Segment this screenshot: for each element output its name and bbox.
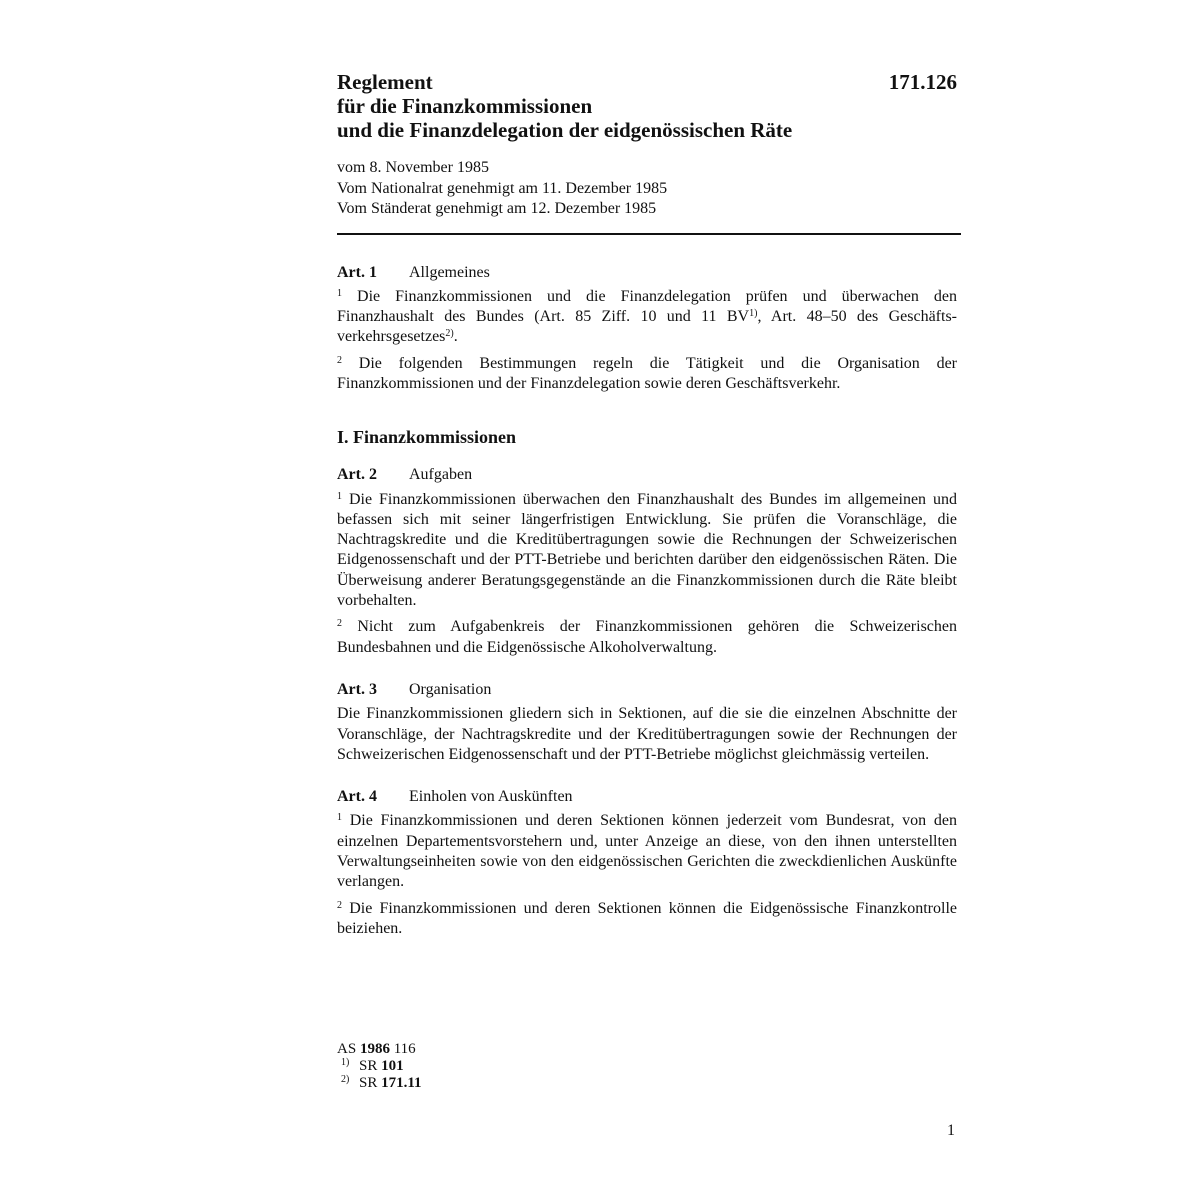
paragraph-1 xyxy=(337,704,957,765)
document-header xyxy=(337,70,961,142)
footnotes xyxy=(337,1041,422,1092)
article-number: Art. 4 xyxy=(337,788,377,806)
paragraph-2 xyxy=(337,354,957,395)
paragraph-mark: 1 xyxy=(337,287,342,299)
enactment-dates xyxy=(337,158,961,220)
paragraph-text: Die Finanzkommissionen und deren Sektionen können jederzeit vom Bundesrat, von den einzelnen Departementsvorstehern und, unter Anzeige an diese, von den ihnen unterstellten Verwaltungseinheiten sowie von den eidgenössischen Gerichten die zweckdienlichen Auskünfte verlangen. xyxy=(337,812,957,891)
paragraph-text: Die Finanzkommissionen gliedern sich in Sektionen, auf die sie die einzelnen Abschnitte der Voranschläge, der Nachtragskredite und der Kreditübertragungen sowie der Rechnungen der Schweizerischen Eidgenossenschaft und der PTT-Betriebe möglichst gleichmässig verteilen. xyxy=(337,705,957,763)
paragraph-text: Die folgenden Bestimmungen regeln die Tätigkeit und die Organisation der Finanzkommissionen und der Finanzdelegation sowie deren Geschäftsverkehr. xyxy=(337,354,958,392)
footnote-1: 1) SR 101 xyxy=(341,1057,404,1074)
paragraph-mark: 2 xyxy=(337,618,342,630)
paragraph-mark: 1 xyxy=(337,490,342,502)
paragraph-text: . xyxy=(453,328,458,346)
footnote-sr-ref[interactable]: 101 xyxy=(381,1058,404,1074)
paragraph-text: Nicht zum Aufgabenkreis der Finanzkommissionen gehören die Schweizerischen Bundesbahnen und die Eidgenössische Alkoholverwaltung. xyxy=(337,618,958,656)
footnote-2: 2) SR 171.11 xyxy=(341,1074,422,1091)
sr-number: 171.126 xyxy=(888,70,957,94)
article-heading xyxy=(337,263,957,283)
paragraph-1 xyxy=(337,811,957,892)
footnote-sr-ref[interactable]: 171.11 xyxy=(381,1075,422,1091)
article-heading xyxy=(337,680,957,700)
article-title: Aufgaben xyxy=(409,466,473,484)
section-heading: I. Finanzkommissionen xyxy=(337,427,517,448)
paragraph-2 xyxy=(337,899,957,940)
article-number: Art. 3 xyxy=(337,680,377,698)
article-heading xyxy=(337,787,957,807)
as-page: 116 xyxy=(393,1041,416,1057)
page-number: 1 xyxy=(947,1122,955,1139)
title-line-2: für die Finanzkommissionen xyxy=(337,94,593,118)
article-1 xyxy=(337,263,957,395)
article-title: Allgemeines xyxy=(409,263,490,281)
document-body xyxy=(337,263,957,940)
date-line-2: Vom Nationalrat genehmigt am 11. Dezember 1985 xyxy=(337,179,668,197)
article-number: Art. 2 xyxy=(337,466,377,484)
article-2 xyxy=(337,465,957,658)
paragraph-mark: 2 xyxy=(337,354,342,366)
date-line-3: Vom Ständerat genehmigt am 12. Dezember 1985 xyxy=(337,200,657,217)
footnote-prefix: SR xyxy=(359,1075,378,1091)
as-reference xyxy=(337,1041,422,1058)
footnote-ref[interactable]: 1) xyxy=(749,308,758,320)
as-prefix: AS xyxy=(337,1041,357,1057)
article-heading xyxy=(337,465,957,485)
as-year: 1986 xyxy=(359,1041,390,1057)
title-line-1: Reglement xyxy=(337,70,433,94)
header-divider xyxy=(337,233,961,235)
footnote-ref[interactable]: 2) xyxy=(445,328,454,340)
paragraph-2 xyxy=(337,617,957,658)
paragraph-text: Die Finanzkommissionen und die Finanzdelegation prüfen und überwachen den Finanzhaushalt des Bundes (Art. 85 Ziff. 10 und 11 BV xyxy=(337,287,957,326)
document-page xyxy=(337,70,961,961)
paragraph-mark: 1 xyxy=(337,812,342,824)
article-number: Art. 1 xyxy=(337,263,377,281)
paragraph-text: Die Finanzkommissionen überwachen den Finanzhaushalt des Bundes im allgemeinen und befassen sich mit seiner längerfristigen Entwicklung. Sie prüfen die Voranschläge, die Nachtragskredite und die Kreditübertragungen sowie die Rechnungen der Schweizerischen Eidgenossenschaft und der PTT-Betriebe und berichten darüber den eidgenössischen Räten. Die Überweisung anderer Beratungsgegenstände an die Finanzkommissionen durch die Räte bleibt vorbehalten. xyxy=(337,490,957,610)
paragraph-mark: 2 xyxy=(337,899,342,911)
footnote-prefix: SR xyxy=(359,1058,378,1074)
article-title: Organisation xyxy=(409,680,492,698)
paragraph-1 xyxy=(337,490,957,612)
paragraph-text: Die Finanzkommissionen und deren Sektionen können die Eidgenössische Finanzkontrolle beiziehen. xyxy=(337,899,958,937)
paragraph-1 xyxy=(337,287,957,348)
title-line-3: und die Finanzdelegation der eidgenössischen Räte xyxy=(337,118,793,142)
article-title: Einholen von Auskünften xyxy=(409,788,573,806)
paragraph-text: , Art. 48–50 des Geschäfts-verkehrsgesetzes xyxy=(337,308,958,346)
date-line-1: vom 8. November 1985 xyxy=(337,159,489,176)
article-4 xyxy=(337,787,957,939)
article-3 xyxy=(337,680,957,765)
document-title xyxy=(337,70,961,142)
